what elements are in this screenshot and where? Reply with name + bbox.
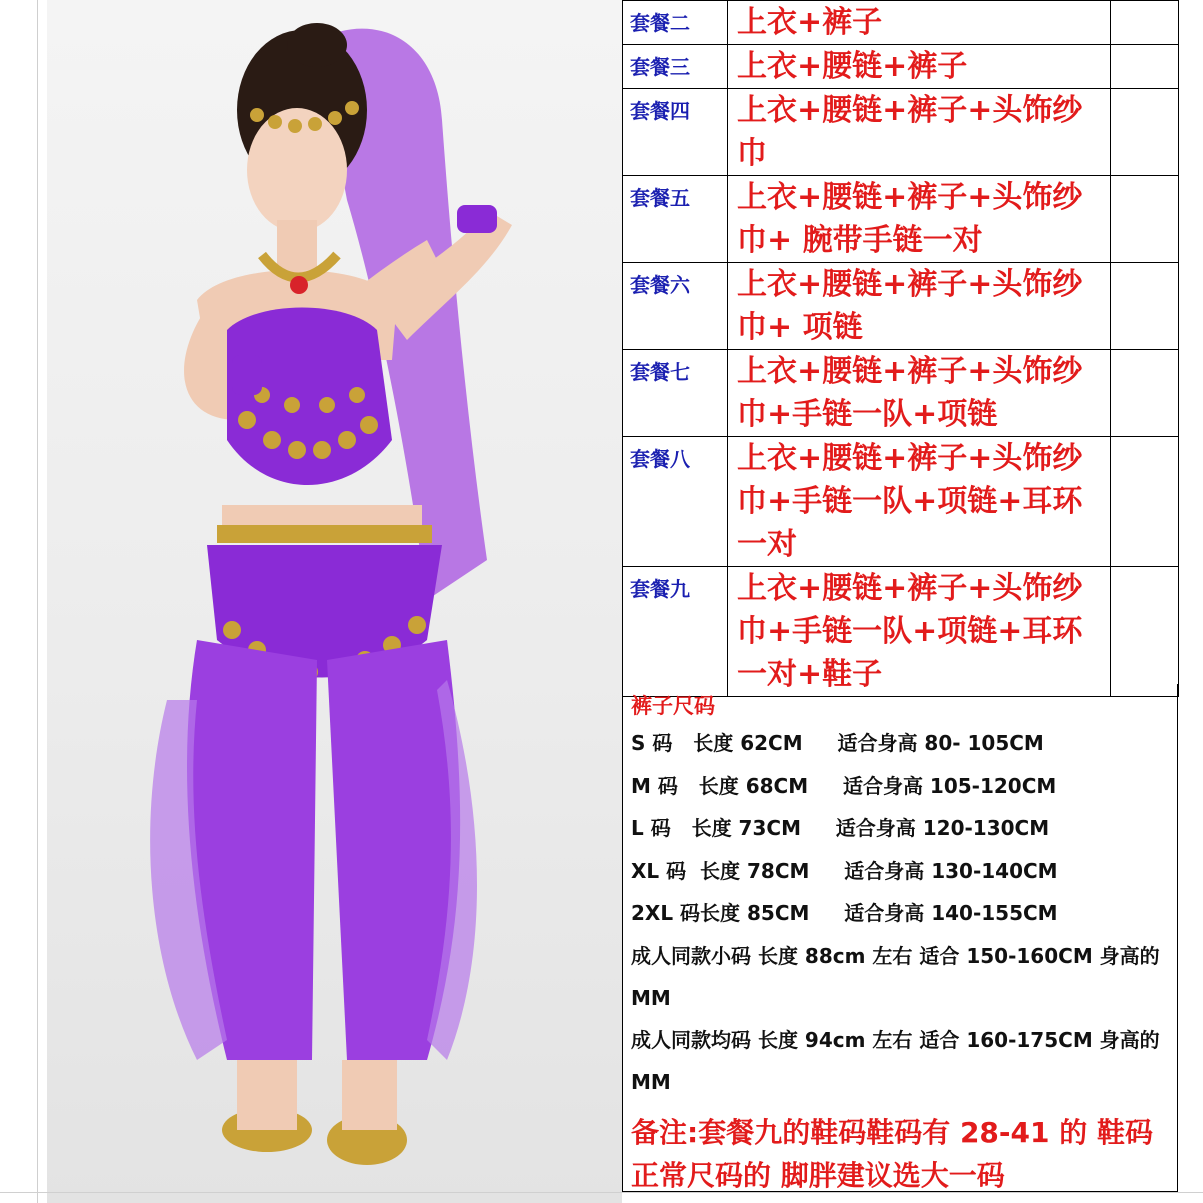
left-border-line [37, 0, 38, 1203]
table-row [623, 89, 1179, 176]
empty-cell [1111, 437, 1179, 567]
empty-cell [1111, 567, 1179, 697]
bottom-border-line [0, 1192, 1203, 1193]
package-items: 上衣+腰链+裤子+头饰纱巾+ 腕带手链一对 [728, 176, 1111, 263]
empty-cell [1111, 176, 1179, 263]
size-notes [622, 684, 1178, 1192]
table-row [623, 350, 1179, 437]
adult-size-row: 成人同款均码 长度 94cm 左右 适合 160-175CM 身高的 MM [631, 1027, 1160, 1094]
size-row: XL 码 长度 78CM 适合身高 130-140CM [631, 858, 1058, 883]
costume-illustration [47, 0, 622, 1203]
table-row [623, 176, 1179, 263]
package-name: 套餐八 [623, 437, 728, 567]
package-name: 套餐三 [623, 45, 728, 89]
size-row: 2XL 码长度 85CM 适合身高 140-155CM [631, 901, 1058, 925]
package-name: 套餐五 [623, 176, 728, 263]
table-row [623, 45, 1179, 89]
package-name: 套餐六 [623, 263, 728, 350]
package-name: 套餐二 [623, 1, 728, 45]
size-row: M 码 长度 68CM 适合身高 105-120CM [631, 773, 1057, 798]
package-name: 套餐九 [623, 567, 728, 697]
size-row: L 码 长度 73CM 适合身高 120-130CM [631, 816, 1050, 840]
package-name: 套餐七 [623, 350, 728, 437]
package-table [622, 0, 1179, 697]
package-items: 上衣+腰链+裤子 [728, 45, 1111, 89]
adult-size-row: 成人同款小码 长度 88cm 左右 适合 150-160CM 身高的 MM [631, 943, 1160, 1010]
package-items: 上衣+腰链+裤子+头饰纱巾 [728, 89, 1111, 176]
package-items: 上衣+腰链+裤子+头饰纱巾+ 项链 [728, 263, 1111, 350]
remark-text: 备注:套餐九的鞋码鞋码有 28-41 的 鞋码正常尺码的 脚胖建议选大一码 [631, 1115, 1153, 1192]
package-items: 上衣+腰链+裤子+头饰纱巾+手链一队+项链 [728, 350, 1111, 437]
empty-cell [1111, 1, 1179, 45]
size-title: 裤子尺码 [631, 694, 715, 718]
package-items: 上衣+腰链+裤子+头饰纱巾+手链一队+项链+耳环一对 [728, 437, 1111, 567]
table-row [623, 567, 1179, 697]
table-row [623, 1, 1179, 45]
empty-cell [1111, 45, 1179, 89]
empty-cell [1111, 350, 1179, 437]
table-row [623, 263, 1179, 350]
empty-cell [1111, 263, 1179, 350]
package-items: 上衣+裤子 [728, 1, 1111, 45]
product-photo [47, 0, 622, 1203]
size-row: S 码 长度 62CM 适合身高 80- 105CM [631, 731, 1044, 755]
package-name: 套餐四 [623, 89, 728, 176]
empty-cell [1111, 89, 1179, 176]
package-items: 上衣+腰链+裤子+头饰纱巾+手链一队+项链+耳环一对+鞋子 [728, 567, 1111, 697]
table-row [623, 437, 1179, 567]
